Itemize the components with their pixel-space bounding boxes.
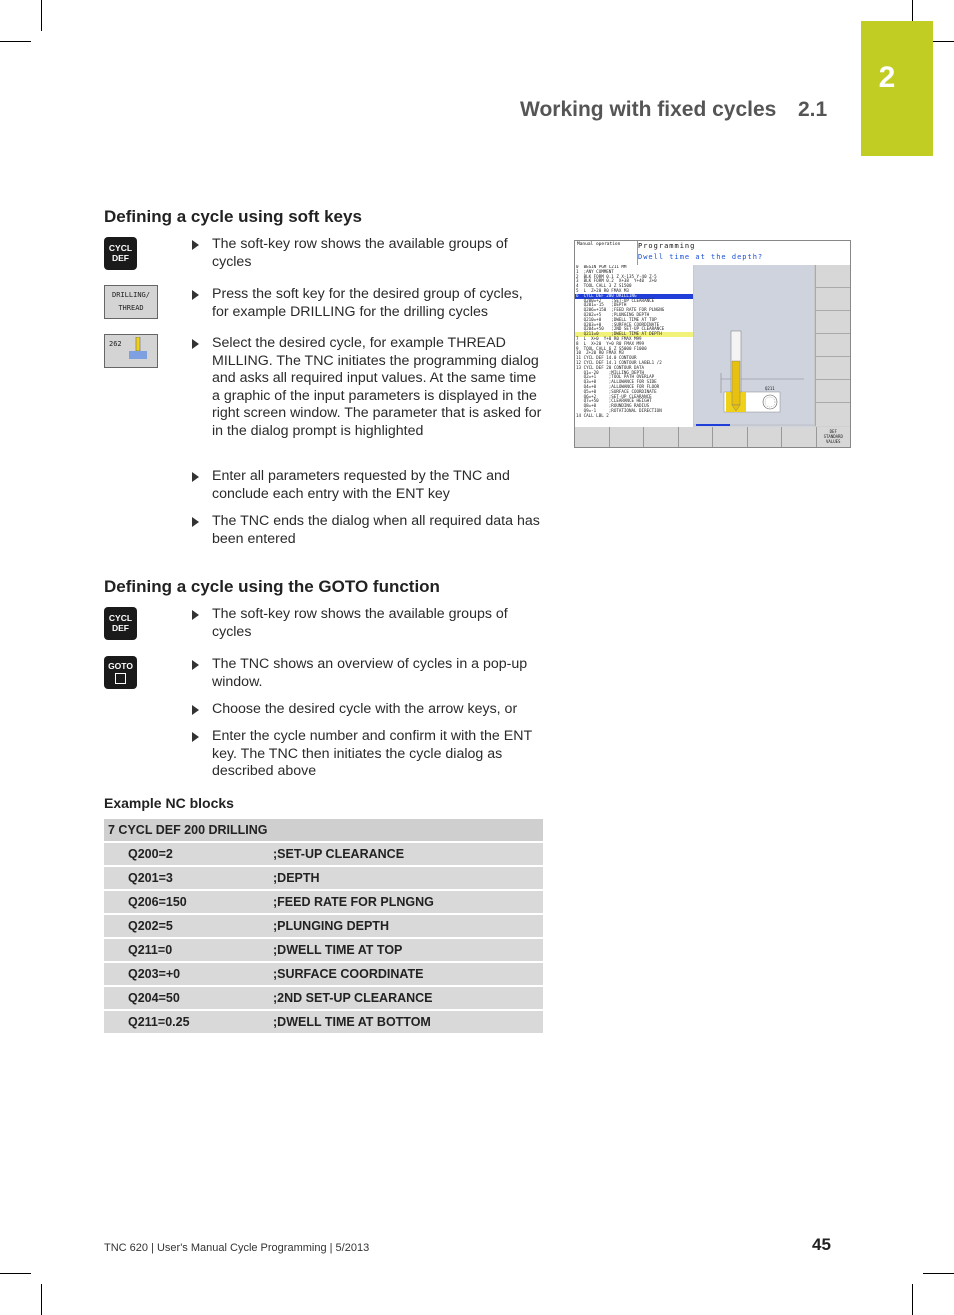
program-line: 12 CYCL DEF 14.1 CONTOUR LABEL1 /2 xyxy=(576,359,662,365)
nc-param: Q211=0 xyxy=(128,943,173,957)
program-line: Q1=-20 ;MILLING DEPTH xyxy=(576,369,645,375)
program-line: Q8=+0 ;ROUNDING RADIUS xyxy=(576,403,650,409)
nc-table-head: 7 CYCL DEF 200 DRILLING xyxy=(104,819,543,841)
nc-comment: ;PLUNGING DEPTH xyxy=(273,919,389,933)
section-heading-soft-keys: Defining a cycle using soft keys xyxy=(104,207,362,226)
bullet-arrow-icon xyxy=(192,290,199,300)
table-row xyxy=(104,1011,543,1033)
chapter-number: 2 xyxy=(878,61,896,94)
nc-blocks-table xyxy=(104,819,543,1035)
vertical-softkey-column xyxy=(815,265,850,427)
program-line: 8 L X+20 Y+0 R0 FMAX M99 xyxy=(576,340,645,346)
program-line: 1 ;ANY COMMENT xyxy=(576,268,614,274)
nc-param: Q211=0.25 xyxy=(128,1015,190,1029)
nc-param: Q203=+0 xyxy=(128,967,181,981)
nc-comment: ;2ND SET-UP CLEARANCE xyxy=(273,991,433,1005)
program-line: 3 BLK FORM 0.2 X+38 Y+40 Z+0 xyxy=(576,278,657,284)
table-row xyxy=(104,867,543,889)
cycl-def-key-line1: CYCL xyxy=(108,613,133,623)
horizontal-softkey-row xyxy=(575,427,850,447)
softkey[interactable] xyxy=(679,427,714,447)
program-line: 2 BLK FORM 0.1 Z X-135 Y-40 Z-5 xyxy=(576,273,657,279)
program-line: 0 BEGIN PGM C211 MM xyxy=(576,265,627,269)
step-text: Select the desired cycle, for example THREAD MILLING. The TNC initiates the programming dialog and asks all required input values. At the same time a graphic of the input parameters is displayed in the right screen window. The parameter that is asked for in the dialog prompt is highlighted xyxy=(212,335,542,439)
step-text: Choose the desired cycle with the arrow keys, or xyxy=(212,701,518,717)
nc-comment: ;DWELL TIME AT BOTTOM xyxy=(273,1015,431,1029)
crop-mark xyxy=(0,41,31,42)
cycl-def-key xyxy=(104,607,137,640)
nc-param: Q206=150 xyxy=(128,895,187,909)
program-line: 13 CYCL DEF 20 CONTOUR DATA xyxy=(576,364,645,370)
program-line: Q203=+0 ;SURFACE COORDINATE xyxy=(576,321,660,327)
step xyxy=(192,513,542,548)
thread-mill-icon xyxy=(125,337,151,359)
program-line: 4 TOOL CALL 3 Z S1500 xyxy=(576,283,632,289)
program-line: Q7=+50 ;CLEARANCE HEIGHT xyxy=(576,398,652,404)
softkey[interactable] xyxy=(782,427,817,447)
screen-header xyxy=(575,241,850,265)
step-text: The TNC shows an overview of cycles in a pop-up window. xyxy=(212,656,528,690)
drilling-softkey-line2: THREAD xyxy=(118,304,144,312)
step-text: The soft-key row shows the available groups of cycles xyxy=(212,236,508,270)
graphic-q211-label: Q211 xyxy=(765,386,775,391)
softkey-label: VALUES xyxy=(826,439,841,444)
drilling-softkey-line1: DRILLING/ xyxy=(112,291,150,299)
screen-mode-label: Manual operation xyxy=(577,242,621,247)
step xyxy=(192,728,542,781)
footer-text: TNC 620 | User's Manual Cycle Programming | 5/2013 xyxy=(104,1242,370,1254)
table-row xyxy=(104,891,543,913)
program-line: Q4=+0 ;ALLOWANCE FOR FLOOR xyxy=(576,383,660,389)
program-line: Q2=+1 ;TOOL PATH OVERLAP xyxy=(576,374,655,380)
section-heading-goto: Defining a cycle using the GOTO function xyxy=(104,577,440,596)
nc-comment: ;DWELL TIME AT TOP xyxy=(273,943,403,957)
step xyxy=(192,286,542,321)
drilling-thread-softkey xyxy=(104,285,158,319)
bullet-arrow-icon xyxy=(192,705,199,715)
bullet-arrow-icon xyxy=(192,732,199,742)
program-line: Q5=+0 ;SURFACE COORDINATE xyxy=(576,388,657,394)
step xyxy=(192,468,542,503)
program-line: Q206=+150 ;FEED RATE FOR PLNGNG xyxy=(576,307,665,313)
step xyxy=(192,656,542,691)
cycl-def-key-line2: DEF xyxy=(112,253,129,263)
program-line: Q200=+2 ;SET-UP CLEARANCE xyxy=(576,297,655,303)
nc-param: Q204=50 xyxy=(128,991,180,1005)
nc-param: Q201=3 xyxy=(128,871,173,885)
crop-mark xyxy=(41,0,42,31)
cycl-def-key xyxy=(104,237,137,270)
cycle-262-label: 262 xyxy=(109,340,122,348)
vertical-softkey[interactable] xyxy=(815,334,850,357)
cycle-help-graphic xyxy=(694,265,814,427)
program-line: 7 L X+0 Y+0 R0 FMAX M99 xyxy=(576,335,642,341)
softkey[interactable] xyxy=(748,427,783,447)
vertical-softkey[interactable] xyxy=(815,265,850,288)
page-number: 45 xyxy=(812,1235,831,1254)
program-line: Q210=+0 ;DWELL TIME AT TOP xyxy=(576,316,657,322)
table-row xyxy=(104,915,543,937)
program-line: Q6=+2 ;SET-UP CLEARANCE xyxy=(576,393,652,399)
program-line: 9 TOOL CALL 6 Z S5000 F1000 xyxy=(576,345,647,351)
softkey-label: DEF xyxy=(829,429,837,434)
nc-comment: ;SURFACE COORDINATE xyxy=(273,967,424,981)
goto-key xyxy=(104,656,137,689)
program-line: Q201=-15 ;DEPTH xyxy=(576,302,627,308)
program-line-highlighted: Q211=0 ;DWELL TIME AT DEPTH xyxy=(575,332,693,337)
nc-comment: ;FEED RATE FOR PLNGNG xyxy=(273,895,434,909)
softkey[interactable] xyxy=(575,427,610,447)
crop-mark xyxy=(41,1284,42,1315)
crop-mark xyxy=(923,1273,954,1274)
step-text: The TNC ends the dialog when all required data has been entered xyxy=(212,513,540,547)
program-listing xyxy=(575,265,693,427)
step xyxy=(192,606,542,641)
nc-param: Q202=5 xyxy=(128,919,173,933)
step xyxy=(192,701,542,719)
goto-box-icon xyxy=(115,673,126,684)
program-line: Q202=+5 ;PLUNGING DEPTH xyxy=(576,311,650,317)
nc-comment: ;SET-UP CLEARANCE xyxy=(273,847,405,861)
table-row xyxy=(104,843,543,865)
bullet-arrow-icon xyxy=(192,472,199,482)
softkey-label: STANDARD xyxy=(823,434,843,439)
crop-mark xyxy=(912,0,913,21)
example-title: Example NC blocks xyxy=(104,795,234,811)
nc-comment: ;DEPTH xyxy=(273,871,320,885)
program-line: 14 CALL LBL 2 xyxy=(576,412,609,418)
vertical-softkey[interactable] xyxy=(815,311,850,334)
running-header-section: 2.1 xyxy=(798,98,828,121)
bullet-arrow-icon xyxy=(192,517,199,527)
program-line: 5 L Z+20 R0 FMAX M3 xyxy=(576,287,629,293)
bullet-arrow-icon xyxy=(192,339,199,349)
program-line: 11 CYCL DEF 14.0 CONTOUR xyxy=(576,355,637,361)
screen-prompt: Dwell time at the depth? xyxy=(638,253,764,261)
drill-graphic xyxy=(694,265,814,427)
step-text: Press the soft key for the desired group of cycles, for example DRILLING for the drilling cycles xyxy=(212,286,523,320)
step-text: The soft-key row shows the available groups of cycles xyxy=(212,606,508,640)
chapter-tab xyxy=(861,21,933,156)
nc-param: Q200=2 xyxy=(128,847,173,861)
table-row xyxy=(104,963,543,985)
step xyxy=(192,236,542,271)
step xyxy=(192,335,542,441)
vertical-softkey[interactable] xyxy=(815,403,850,426)
softkey[interactable] xyxy=(713,427,748,447)
program-line: Q3=+0 ;ALLOWANCE FOR SIDE xyxy=(576,379,657,385)
vertical-softkey[interactable] xyxy=(815,380,850,403)
step-text: Enter the cycle number and confirm it with the ENT key. The TNC then initiates the cycle dialog as described above xyxy=(212,728,532,780)
softkey[interactable] xyxy=(644,427,679,447)
table-row xyxy=(104,939,543,961)
program-line: Q204=+50 ;2ND SET-UP CLEARANCE xyxy=(576,326,665,332)
program-line-selected: 6 CYCL DEF 200 DRILLING xyxy=(575,294,693,299)
crop-mark xyxy=(933,41,954,42)
program-line: Q9=-1 ;ROTATIONAL DIRECTION xyxy=(576,407,662,413)
bullet-arrow-icon xyxy=(192,660,199,670)
softkey[interactable] xyxy=(610,427,645,447)
crop-mark xyxy=(912,1284,913,1315)
program-line: 10 Z+20 R0 FMAX M3 xyxy=(576,350,624,356)
crop-mark xyxy=(0,1273,31,1274)
softkey-def-standard-values[interactable] xyxy=(817,427,851,447)
bullet-arrow-icon xyxy=(192,610,199,620)
cycl-def-key-line1: CYCL xyxy=(108,243,133,253)
vertical-softkey[interactable] xyxy=(815,288,850,311)
running-header-title: Working with fixed cycles xyxy=(520,98,777,121)
cycle-262-softkey xyxy=(104,334,158,368)
tnc-screen-figure xyxy=(574,240,851,448)
bullet-arrow-icon xyxy=(192,240,199,250)
cycl-def-key-line2: DEF xyxy=(112,623,129,633)
screen-title: Programming xyxy=(638,242,696,250)
goto-key-label: GOTO xyxy=(108,661,133,671)
table-row xyxy=(104,987,543,1009)
vertical-softkey[interactable] xyxy=(815,357,850,380)
step-text: Enter all parameters requested by the TNC and conclude each entry with the ENT key xyxy=(212,468,510,502)
